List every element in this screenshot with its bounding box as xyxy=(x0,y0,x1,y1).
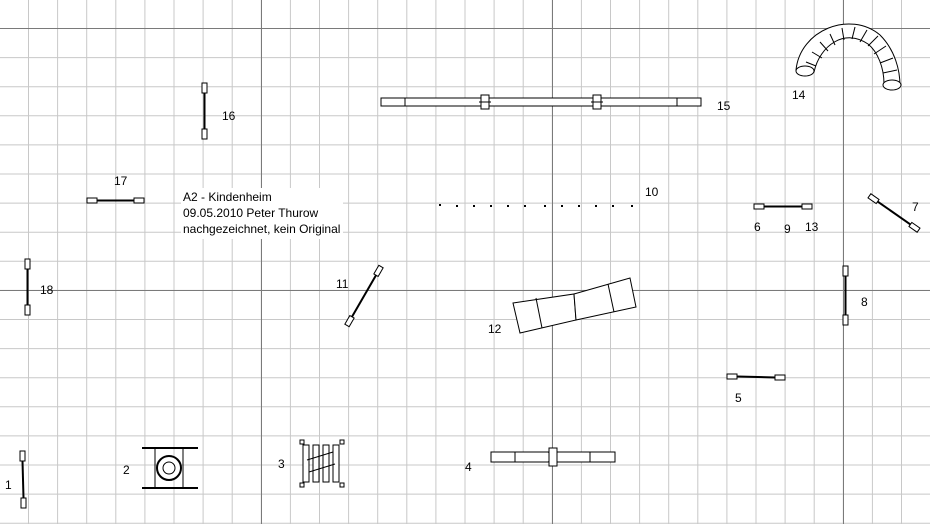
obstacle-2-tyre[interactable] xyxy=(142,448,198,488)
course-author: 09.05.2010 Peter Thurow xyxy=(183,206,319,220)
label-obstacle-3: 3 xyxy=(278,457,285,471)
obstacle-12-aframe[interactable] xyxy=(513,278,636,333)
label-obstacle-17: 17 xyxy=(114,174,128,188)
label-obstacle-10: 10 xyxy=(645,185,659,199)
obstacle-15-dogwalk[interactable] xyxy=(381,95,701,109)
label-obstacle-13: 13 xyxy=(805,220,819,234)
obstacle-1-hurdle[interactable] xyxy=(20,451,26,508)
label-obstacle-1: 1 xyxy=(5,478,12,492)
course-info-box xyxy=(181,188,343,239)
label-obstacle-16: 16 xyxy=(222,109,236,123)
label-obstacle-4: 4 xyxy=(465,460,472,474)
obstacle-4-seesaw[interactable] xyxy=(491,448,615,466)
obstacle-18-hurdle[interactable] xyxy=(25,259,30,315)
course-title: A2 - Kindenheim xyxy=(183,190,272,204)
course-note: nachgezeichnet, kein Original xyxy=(183,222,341,236)
label-obstacle-12: 12 xyxy=(488,322,502,336)
label-obstacle-5: 5 xyxy=(735,391,742,405)
label-obstacle-11: 11 xyxy=(336,277,349,291)
label-obstacle-14: 14 xyxy=(792,88,806,102)
obstacle-10-weave[interactable] xyxy=(439,204,633,207)
label-obstacle-15: 15 xyxy=(717,99,731,113)
obstacle-3-wall[interactable] xyxy=(300,440,344,487)
label-obstacle-6: 6 xyxy=(754,220,761,234)
label-obstacle-9: 9 xyxy=(784,222,791,236)
label-obstacle-2: 2 xyxy=(123,463,130,477)
label-obstacle-7: 7 xyxy=(912,200,919,214)
label-obstacle-18: 18 xyxy=(40,283,54,297)
obstacle-6-9-13-hurdle[interactable] xyxy=(754,204,812,209)
label-obstacle-8: 8 xyxy=(861,295,868,309)
obstacle-14-tunnel[interactable] xyxy=(796,24,901,90)
